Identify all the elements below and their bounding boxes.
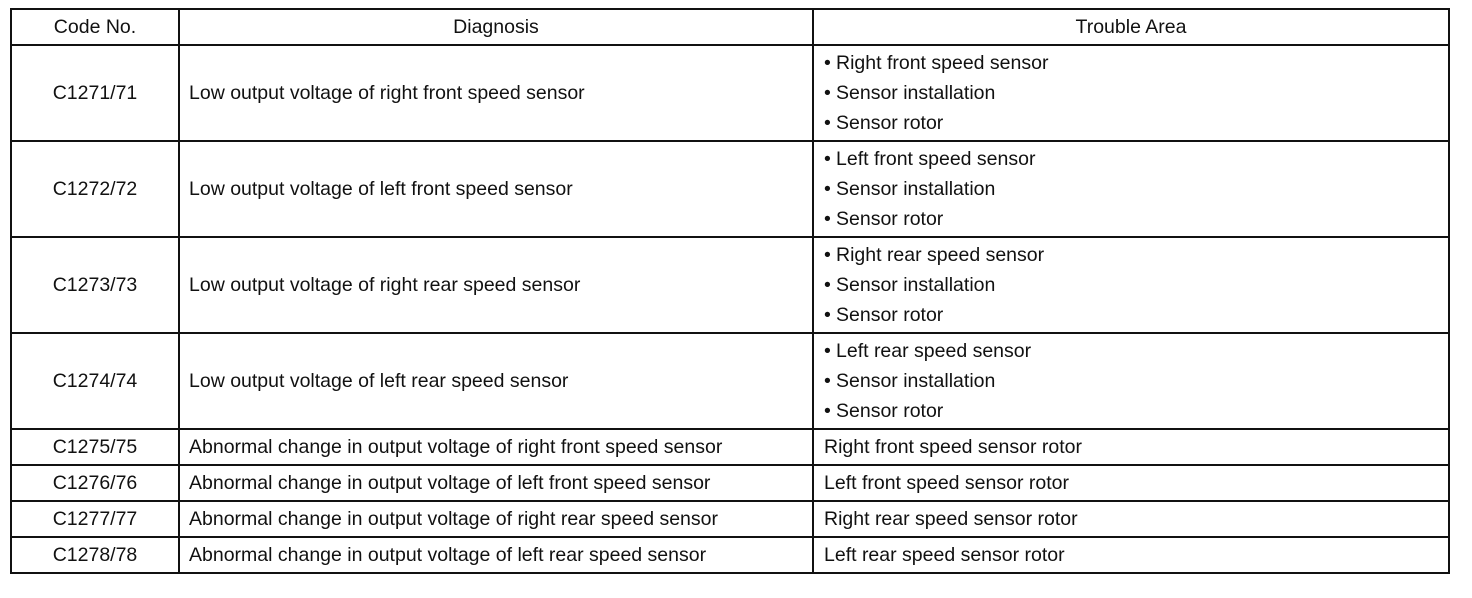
bullet-icon: • xyxy=(824,148,831,170)
table-row xyxy=(11,501,1449,537)
bullet-icon: • xyxy=(824,340,831,362)
table-row xyxy=(11,45,1449,141)
trouble-area-item xyxy=(824,108,1448,138)
diagnosis-cell: Abnormal change in output voltage of left front speed sensor xyxy=(179,465,813,501)
code-no-cell: C1274/74 xyxy=(11,333,179,429)
code-no-cell: C1277/77 xyxy=(11,501,179,537)
trouble-area-text: Left rear speed sensor xyxy=(836,340,1032,362)
trouble-area-item xyxy=(824,174,1448,204)
trouble-area-text: Right rear speed sensor rotor xyxy=(824,508,1078,530)
trouble-area-text: Right rear speed sensor xyxy=(836,244,1045,266)
bullet-icon: • xyxy=(824,112,831,134)
code-no-cell: C1276/76 xyxy=(11,465,179,501)
trouble-area-text: Sensor installation xyxy=(836,274,996,296)
trouble-area-text: Sensor rotor xyxy=(836,208,944,230)
code-no-cell: C1272/72 xyxy=(11,141,179,237)
trouble-area-text: Sensor installation xyxy=(836,82,996,104)
bullet-icon: • xyxy=(824,370,831,392)
bullet-icon: • xyxy=(824,52,831,74)
table-header-row xyxy=(11,9,1449,45)
diagnosis-cell: Low output voltage of right front speed sensor xyxy=(179,45,813,141)
diagnostic-code-table xyxy=(10,8,1450,574)
trouble-area-list xyxy=(824,336,1448,426)
trouble-area-item xyxy=(824,204,1448,234)
trouble-area-text: Right front speed sensor rotor xyxy=(824,436,1082,458)
header-diagnosis: Diagnosis xyxy=(179,9,813,45)
trouble-area-text: Left front speed sensor xyxy=(836,148,1036,170)
table-row xyxy=(11,465,1449,501)
trouble-area-list xyxy=(824,48,1448,138)
code-no-cell: C1278/78 xyxy=(11,537,179,573)
trouble-area-cell xyxy=(813,45,1449,141)
table-row xyxy=(11,537,1449,573)
trouble-area-item xyxy=(824,144,1448,174)
trouble-area-item xyxy=(824,78,1448,108)
trouble-area-item xyxy=(824,396,1448,426)
trouble-area-text: Sensor rotor xyxy=(836,400,944,422)
table-row xyxy=(11,333,1449,429)
table-row xyxy=(11,237,1449,333)
diagnosis-cell: Abnormal change in output voltage of right rear speed sensor xyxy=(179,501,813,537)
bullet-icon: • xyxy=(824,82,831,104)
trouble-area-text: Left front speed sensor rotor xyxy=(824,472,1069,494)
diagnosis-cell: Low output voltage of right rear speed sensor xyxy=(179,237,813,333)
trouble-area-text: Sensor rotor xyxy=(836,304,944,326)
trouble-area-cell xyxy=(813,141,1449,237)
trouble-area-cell xyxy=(813,333,1449,429)
bullet-icon: • xyxy=(824,304,831,326)
trouble-area-list xyxy=(824,144,1448,234)
diagnosis-cell: Abnormal change in output voltage of left rear speed sensor xyxy=(179,537,813,573)
trouble-area-cell xyxy=(813,237,1449,333)
table-row xyxy=(11,141,1449,237)
trouble-area-text: Sensor installation xyxy=(836,178,996,200)
diagnosis-cell: Low output voltage of left rear speed sensor xyxy=(179,333,813,429)
trouble-area-item xyxy=(824,270,1448,300)
trouble-area-list xyxy=(824,240,1448,330)
diagnosis-cell: Abnormal change in output voltage of right front speed sensor xyxy=(179,429,813,465)
trouble-area-text: Sensor rotor xyxy=(836,112,944,134)
header-trouble-area: Trouble Area xyxy=(813,9,1449,45)
bullet-icon: • xyxy=(824,400,831,422)
trouble-area-item xyxy=(824,336,1448,366)
trouble-area-text: Sensor installation xyxy=(836,370,996,392)
bullet-icon: • xyxy=(824,208,831,230)
trouble-area-cell xyxy=(813,429,1449,465)
trouble-area-cell xyxy=(813,465,1449,501)
code-no-cell: C1273/73 xyxy=(11,237,179,333)
bullet-icon: • xyxy=(824,244,831,266)
trouble-area-item xyxy=(824,240,1448,270)
trouble-area-item xyxy=(824,300,1448,330)
trouble-area-cell xyxy=(813,537,1449,573)
trouble-area-text: Left rear speed sensor rotor xyxy=(824,544,1065,566)
code-no-cell: C1271/71 xyxy=(11,45,179,141)
table-body xyxy=(11,45,1449,573)
bullet-icon: • xyxy=(824,178,831,200)
diagnosis-cell: Low output voltage of left front speed sensor xyxy=(179,141,813,237)
trouble-area-cell xyxy=(813,501,1449,537)
table-row xyxy=(11,429,1449,465)
bullet-icon: • xyxy=(824,274,831,296)
trouble-area-item xyxy=(824,48,1448,78)
trouble-area-text: Right front speed sensor xyxy=(836,52,1049,74)
header-code-no: Code No. xyxy=(11,9,179,45)
code-no-cell: C1275/75 xyxy=(11,429,179,465)
trouble-area-item xyxy=(824,366,1448,396)
